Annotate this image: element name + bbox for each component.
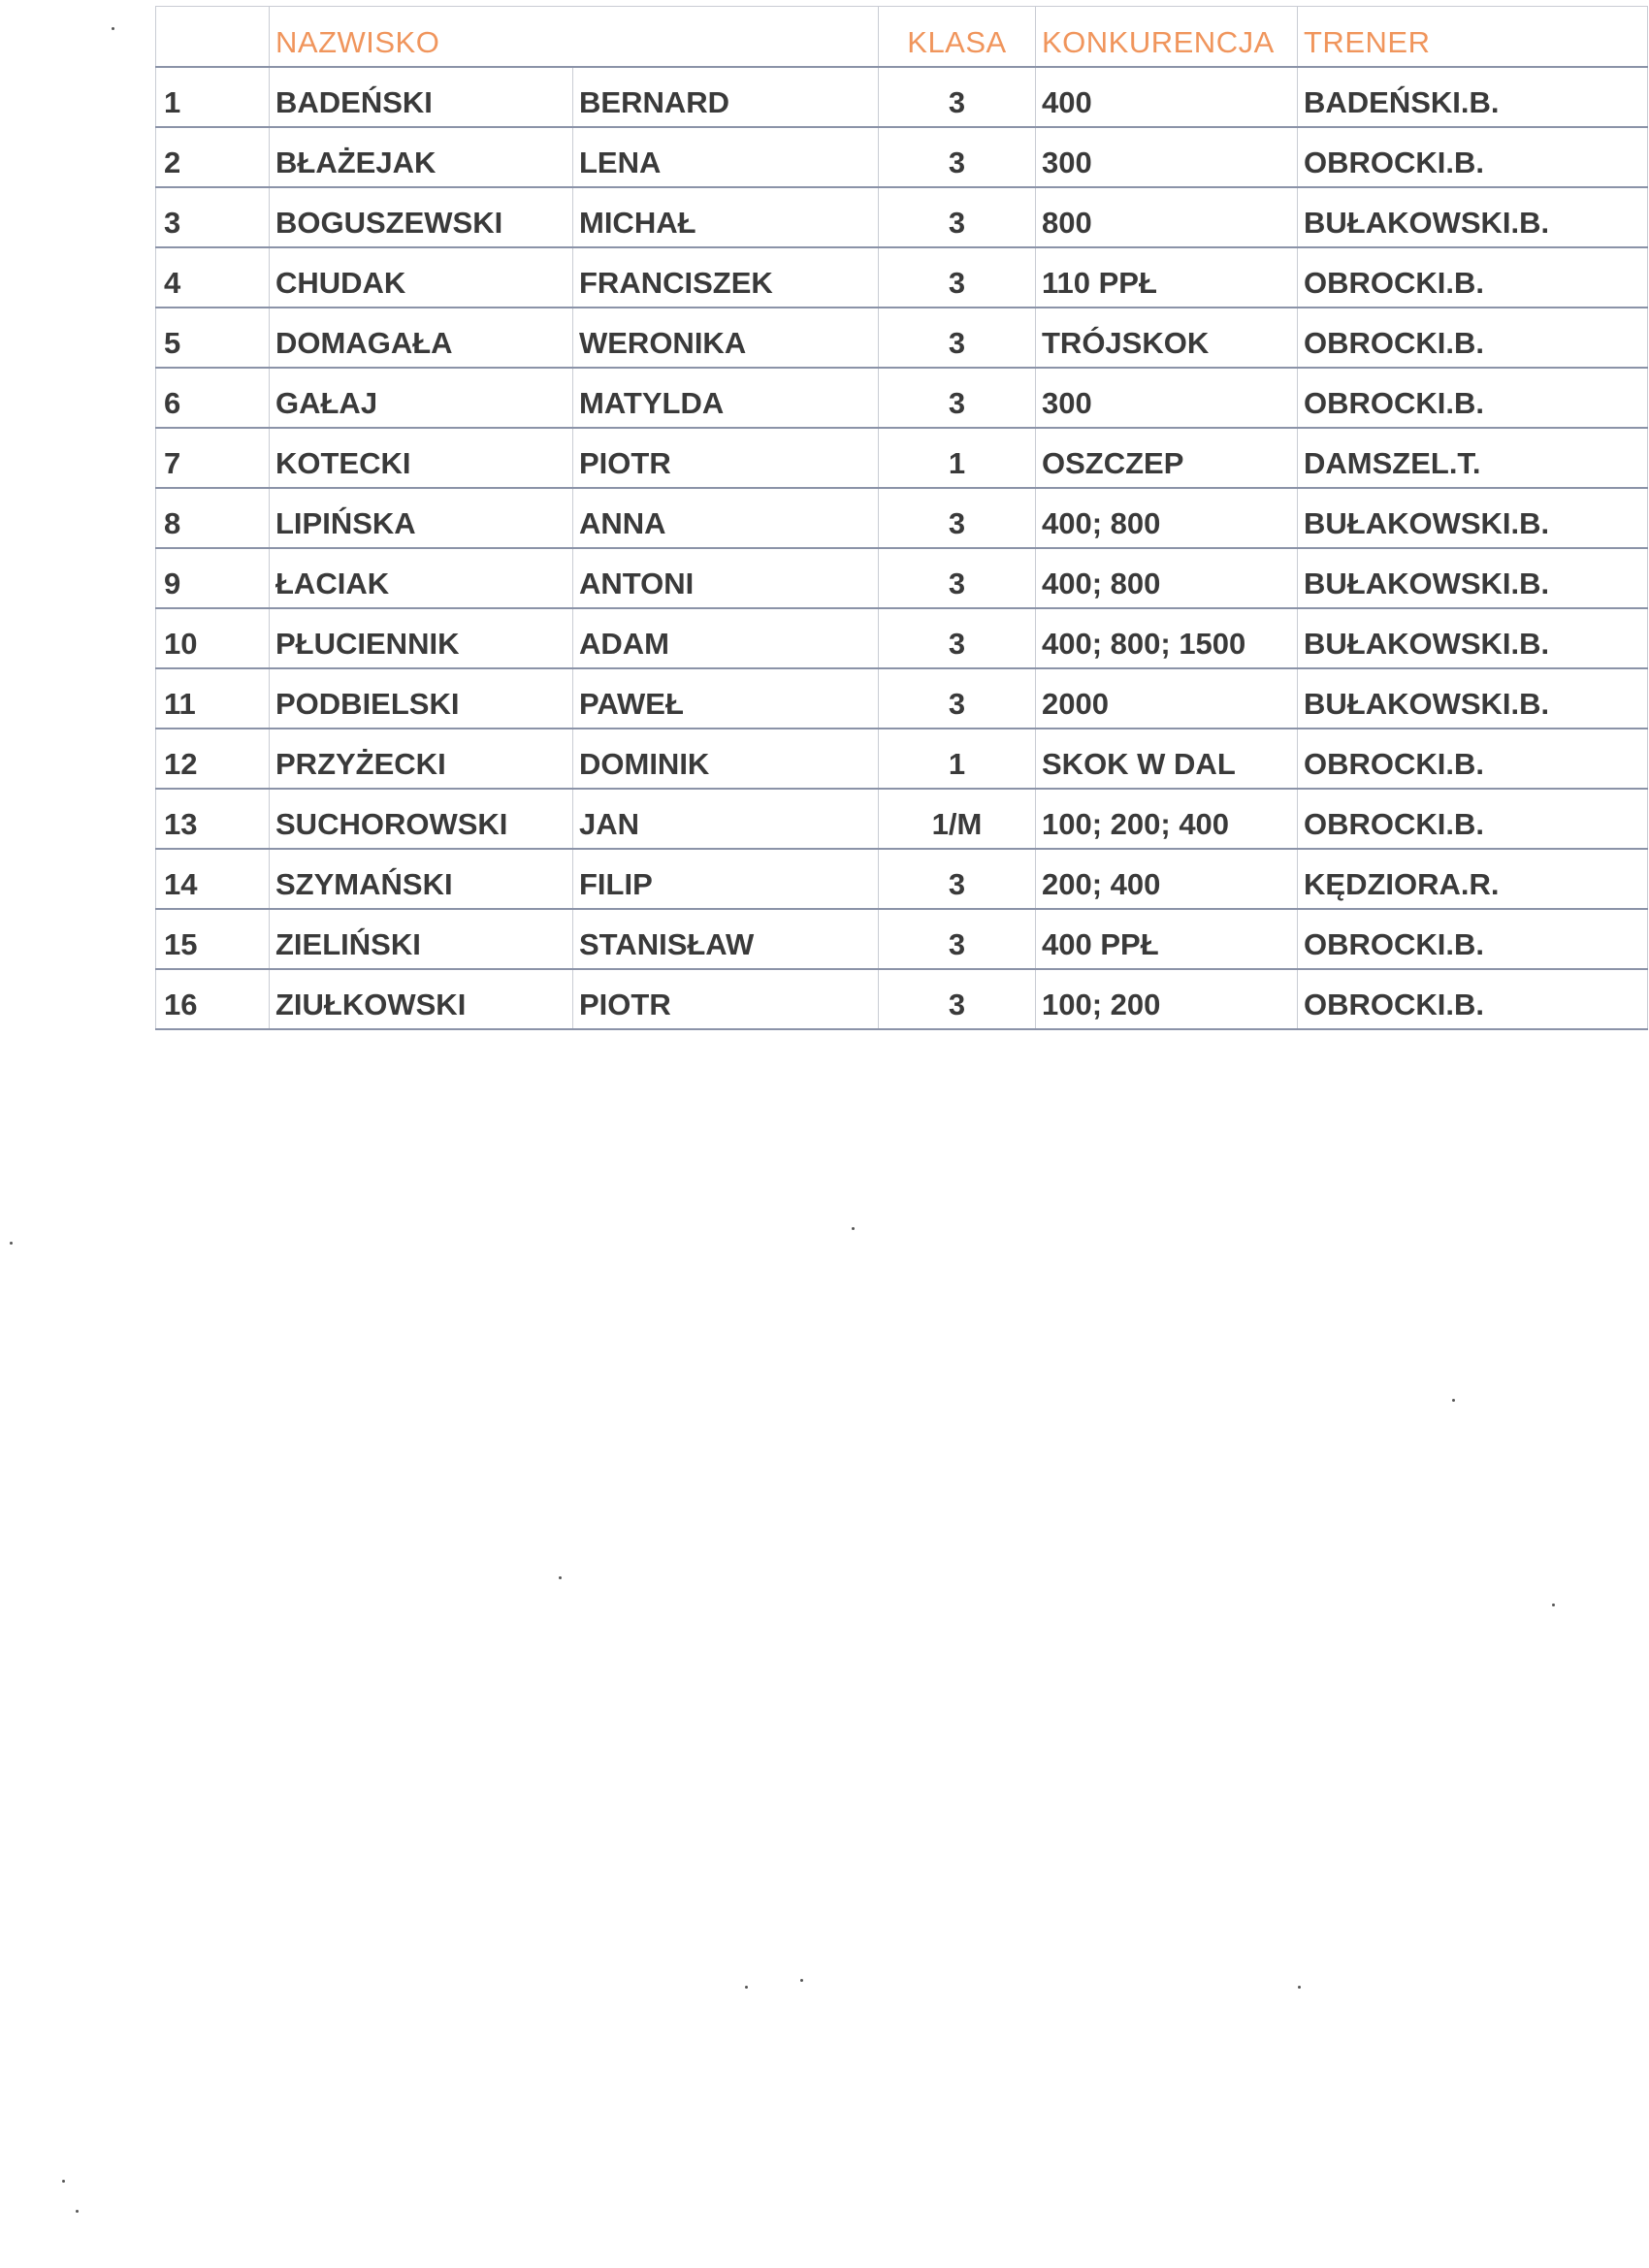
athlete-event: 400 PPŁ	[1036, 909, 1298, 969]
athlete-coach: OBROCKI.B.	[1298, 308, 1648, 368]
athlete-first-name: STANISŁAW	[573, 909, 879, 969]
athlete-event: 800	[1036, 187, 1298, 247]
athlete-roster-sheet	[155, 6, 1649, 1030]
athlete-last-name: ZIELIŃSKI	[270, 909, 573, 969]
athlete-first-name: ANNA	[573, 488, 879, 548]
athlete-event: 110 PPŁ	[1036, 247, 1298, 308]
athlete-number: 14	[156, 849, 270, 909]
athlete-number: 12	[156, 729, 270, 789]
athlete-coach: DAMSZEL.T.	[1298, 428, 1648, 488]
athlete-event: TRÓJSKOK	[1036, 308, 1298, 368]
athlete-coach: OBROCKI.B.	[1298, 247, 1648, 308]
athlete-klasa: 3	[879, 668, 1036, 729]
athlete-event: SKOK W DAL	[1036, 729, 1298, 789]
athlete-coach: BUŁAKOWSKI.B.	[1298, 548, 1648, 608]
athlete-klasa: 3	[879, 187, 1036, 247]
athlete-first-name: PIOTR	[573, 428, 879, 488]
scan-speck	[1552, 1604, 1555, 1606]
athlete-last-name: PŁUCIENNIK	[270, 608, 573, 668]
athlete-klasa: 3	[879, 247, 1036, 308]
athlete-last-name: BADEŃSKI	[270, 67, 573, 127]
table-row	[156, 187, 1648, 247]
athlete-number: 13	[156, 789, 270, 849]
table-row	[156, 67, 1648, 127]
table-row	[156, 849, 1648, 909]
table-row	[156, 548, 1648, 608]
header-nazwisko: NAZWISKO	[270, 7, 573, 67]
athlete-event: 400	[1036, 67, 1298, 127]
athlete-klasa: 3	[879, 127, 1036, 187]
athlete-event: 200; 400	[1036, 849, 1298, 909]
athlete-first-name: MATYLDA	[573, 368, 879, 428]
athlete-first-name: FILIP	[573, 849, 879, 909]
athlete-coach: BUŁAKOWSKI.B.	[1298, 608, 1648, 668]
header-konkurencja: KONKURENCJA	[1036, 7, 1298, 67]
athlete-number: 2	[156, 127, 270, 187]
athlete-number: 11	[156, 668, 270, 729]
athlete-klasa: 3	[879, 308, 1036, 368]
athlete-coach: OBROCKI.B.	[1298, 969, 1648, 1029]
athlete-last-name: BŁAŻEJAK	[270, 127, 573, 187]
table-row	[156, 428, 1648, 488]
athlete-last-name: PRZYŻECKI	[270, 729, 573, 789]
header-number	[156, 7, 270, 67]
athlete-last-name: GAŁAJ	[270, 368, 573, 428]
athlete-klasa: 1/M	[879, 789, 1036, 849]
athlete-last-name: ZIUŁKOWSKI	[270, 969, 573, 1029]
athlete-klasa: 3	[879, 969, 1036, 1029]
athlete-event: OSZCZEP	[1036, 428, 1298, 488]
athlete-first-name: JAN	[573, 789, 879, 849]
athlete-coach: OBROCKI.B.	[1298, 368, 1648, 428]
athlete-number: 7	[156, 428, 270, 488]
athlete-event: 400; 800	[1036, 488, 1298, 548]
header-row	[156, 7, 1648, 67]
athlete-first-name: ANTONI	[573, 548, 879, 608]
header-first-name	[573, 7, 879, 67]
athlete-number: 4	[156, 247, 270, 308]
athlete-klasa: 3	[879, 368, 1036, 428]
table-row	[156, 608, 1648, 668]
athlete-first-name: WERONIKA	[573, 308, 879, 368]
athlete-event: 300	[1036, 127, 1298, 187]
athlete-coach: BUŁAKOWSKI.B.	[1298, 488, 1648, 548]
athlete-first-name: DOMINIK	[573, 729, 879, 789]
athlete-first-name: PIOTR	[573, 969, 879, 1029]
roster-body	[156, 67, 1648, 1029]
athlete-number: 10	[156, 608, 270, 668]
table-row	[156, 789, 1648, 849]
table-row	[156, 127, 1648, 187]
athlete-number: 16	[156, 969, 270, 1029]
athlete-coach: OBROCKI.B.	[1298, 127, 1648, 187]
athlete-event: 2000	[1036, 668, 1298, 729]
scan-speck	[112, 27, 114, 30]
athlete-last-name: LIPIŃSKA	[270, 488, 573, 548]
table-row	[156, 969, 1648, 1029]
athlete-number: 9	[156, 548, 270, 608]
athlete-klasa: 3	[879, 488, 1036, 548]
table-row	[156, 308, 1648, 368]
athlete-first-name: FRANCISZEK	[573, 247, 879, 308]
scan-speck	[800, 1979, 803, 1982]
athlete-number: 15	[156, 909, 270, 969]
athlete-klasa: 3	[879, 67, 1036, 127]
athlete-number: 6	[156, 368, 270, 428]
table-row	[156, 368, 1648, 428]
athlete-coach: BUŁAKOWSKI.B.	[1298, 187, 1648, 247]
athlete-first-name: ADAM	[573, 608, 879, 668]
athlete-event: 300	[1036, 368, 1298, 428]
athlete-coach: OBROCKI.B.	[1298, 729, 1648, 789]
athlete-first-name: BERNARD	[573, 67, 879, 127]
athlete-first-name: MICHAŁ	[573, 187, 879, 247]
athlete-roster-table	[155, 6, 1648, 1030]
table-row	[156, 729, 1648, 789]
athlete-number: 8	[156, 488, 270, 548]
table-row	[156, 909, 1648, 969]
athlete-coach: BUŁAKOWSKI.B.	[1298, 668, 1648, 729]
scan-speck	[76, 2210, 79, 2213]
athlete-klasa: 3	[879, 909, 1036, 969]
athlete-klasa: 3	[879, 849, 1036, 909]
athlete-number: 3	[156, 187, 270, 247]
table-row	[156, 247, 1648, 308]
scan-speck	[10, 1242, 13, 1245]
athlete-first-name: LENA	[573, 127, 879, 187]
athlete-event: 400; 800	[1036, 548, 1298, 608]
athlete-last-name: ŁACIAK	[270, 548, 573, 608]
athlete-klasa: 1	[879, 428, 1036, 488]
athlete-coach: BADEŃSKI.B.	[1298, 67, 1648, 127]
athlete-last-name: PODBIELSKI	[270, 668, 573, 729]
table-row	[156, 488, 1648, 548]
scan-speck	[559, 1576, 562, 1579]
athlete-event: 100; 200	[1036, 969, 1298, 1029]
athlete-number: 5	[156, 308, 270, 368]
scan-speck	[852, 1227, 855, 1230]
athlete-last-name: BOGUSZEWSKI	[270, 187, 573, 247]
athlete-klasa: 3	[879, 548, 1036, 608]
scan-speck	[1298, 1986, 1301, 1989]
athlete-last-name: KOTECKI	[270, 428, 573, 488]
athlete-event: 100; 200; 400	[1036, 789, 1298, 849]
athlete-first-name: PAWEŁ	[573, 668, 879, 729]
athlete-event: 400; 800; 1500	[1036, 608, 1298, 668]
header-trener: TRENER	[1298, 7, 1648, 67]
athlete-last-name: DOMAGAŁA	[270, 308, 573, 368]
scan-speck	[745, 1986, 748, 1989]
scan-speck	[62, 2180, 65, 2183]
header-klasa: KLASA	[879, 7, 1036, 67]
athlete-last-name: SUCHOROWSKI	[270, 789, 573, 849]
table-row	[156, 668, 1648, 729]
athlete-last-name: SZYMAŃSKI	[270, 849, 573, 909]
athlete-coach: KĘDZIORA.R.	[1298, 849, 1648, 909]
athlete-number: 1	[156, 67, 270, 127]
athlete-last-name: CHUDAK	[270, 247, 573, 308]
athlete-klasa: 3	[879, 608, 1036, 668]
athlete-coach: OBROCKI.B.	[1298, 789, 1648, 849]
scan-speck	[1452, 1399, 1455, 1402]
athlete-coach: OBROCKI.B.	[1298, 909, 1648, 969]
athlete-klasa: 1	[879, 729, 1036, 789]
